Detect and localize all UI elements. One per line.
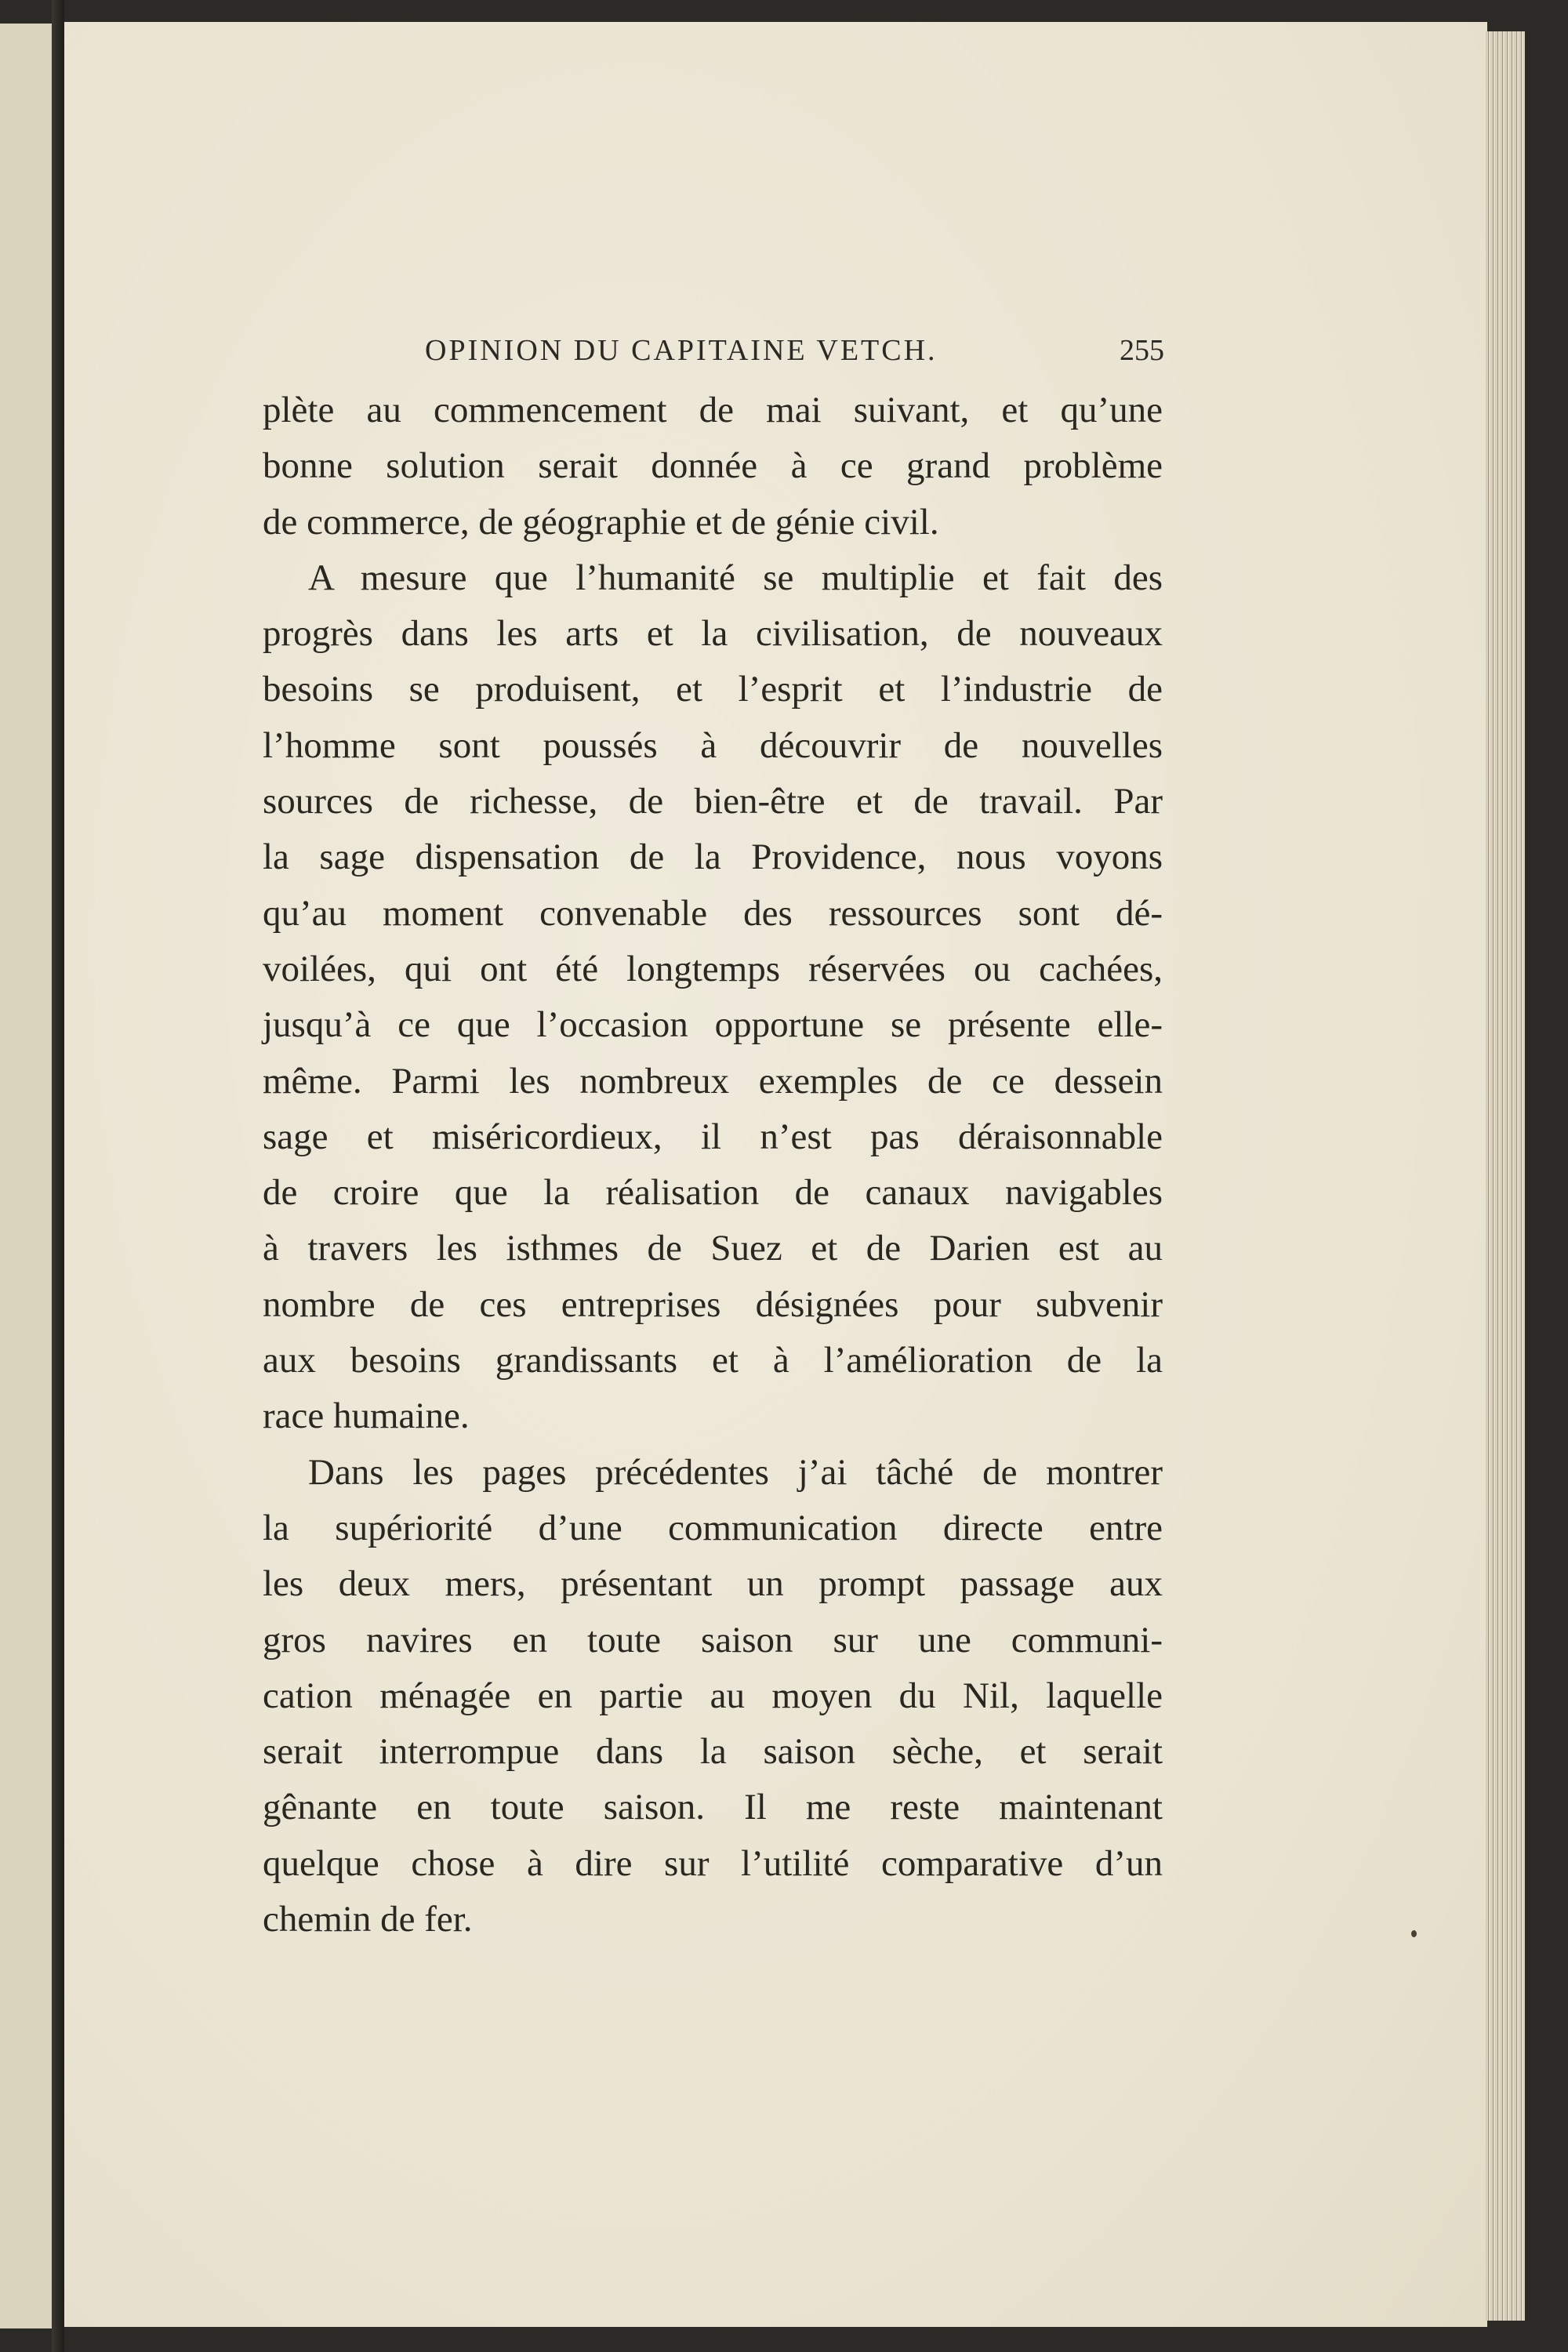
text-line: besoins se produisent, et l’esprit et l’industrie de — [263, 669, 1163, 710]
paragraph — [263, 383, 1163, 550]
text-line: les deux mers, présentant un prompt passage aux — [263, 1563, 1163, 1605]
book-gutter — [52, 0, 64, 2352]
text-line: la sage dispensation de la Providence, nous voyons — [263, 837, 1163, 878]
paragraph — [263, 1445, 1163, 1948]
text-line: aux besoins grandissants et à l’amélioration de la — [263, 1340, 1163, 1381]
paragraph — [263, 550, 1163, 1445]
text-line: serait interrompue dans la saison sèche, et serait — [263, 1731, 1163, 1773]
page-edges — [1486, 31, 1525, 2321]
text-line: qu’au moment convenable des ressources sont dé- — [263, 892, 1163, 934]
facing-page-edge — [0, 24, 52, 2328]
text-line: Dans les pages précédentes j’ai tâché de montrer — [308, 1451, 1163, 1493]
text-line: plète au commencement de mai suivant, et qu’une — [263, 390, 1163, 430]
text-line: bonne solution serait donnée à ce grand problème — [263, 445, 1163, 487]
running-title: OPINION DU CAPITAINE VETCH. — [425, 334, 938, 367]
text-line: race humaine. — [263, 1396, 470, 1437]
text-line: chemin de fer. — [263, 1899, 473, 1940]
text-line: cation ménagée en partie au moyen du Nil, laquelle — [263, 1675, 1163, 1716]
text-line: de croire que la réalisation de canaux navigables — [263, 1172, 1163, 1214]
page-header — [263, 333, 1164, 380]
text-line: jusqu’à ce que l’occasion opportune se présente elle- — [263, 1004, 1163, 1046]
ink-speck — [1411, 1930, 1417, 1937]
text-line: nombre de ces entreprises désignées pour subvenir — [263, 1283, 1163, 1325]
body-text — [263, 383, 1163, 1947]
text-line: l’homme sont poussés à découvrir de nouvelles — [263, 724, 1163, 766]
text-line: de commerce, de géographie et de génie civil. — [263, 501, 939, 543]
text-line: voilées, qui ont été longtemps réservées ou cachées, — [263, 948, 1163, 989]
text-line: quelque chose à dire sur l’utilité comparative d’un — [263, 1842, 1163, 1884]
text-line: sources de richesse, de bien-être et de travail. Par — [263, 781, 1163, 822]
text-line: à travers les isthmes de Suez et de Darien est au — [263, 1228, 1163, 1269]
text-line: même. Parmi les nombreux exemples de ce dessein — [263, 1060, 1163, 1102]
text-line: progrès dans les arts et la civilisation, de nouveaux — [263, 613, 1163, 655]
text-line: gros navires en toute saison sur une communi- — [263, 1619, 1163, 1661]
text-line: sage et miséricordieux, il n’est pas déraisonnable — [263, 1116, 1163, 1157]
text-line: gênante en toute saison. Il me reste maintenant — [263, 1787, 1163, 1828]
text-line: la supériorité d’une communication directe entre — [263, 1507, 1163, 1548]
page-number: 255 — [1120, 334, 1164, 367]
text-line: A mesure que l’humanité se multiplie et fait des — [308, 557, 1163, 598]
